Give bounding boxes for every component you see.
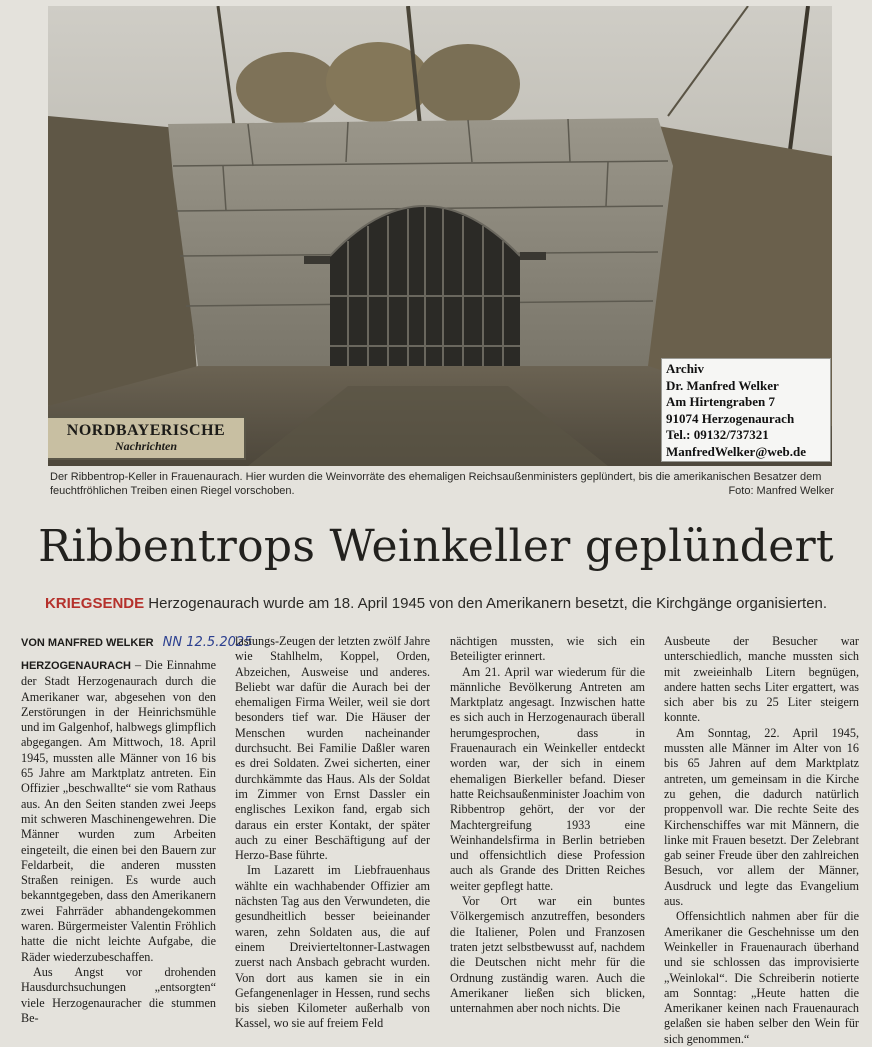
stamp-line: Am Hirtengraben 7 (666, 394, 776, 410)
stamp-line: Dr. Manfred Welker (666, 377, 779, 393)
handwritten-date-note: NN 12.5.2025 (162, 635, 253, 650)
paragraph-text: – Die Einnahme der Stadt Herzogenaurach durch die Amerikaner war, abgesehen von den Zerstörungen in der Heinrichsmühle und im Galgenhof, halbwegs glimpflich abgegangen. Am Mittwoch, 18. April 1945, mussten alle Männer von 16 bis 65 Jahre am Marktplatz antreten. Ein Offizier „beschwallte“ sie vom Rathaus aus. An den Seiten standen zwei Jeeps mit schweren Maschinengewehren. Die Männer wurden zum Arbeiten eingeteilt, die einen bei den Bauern zur Feldarbeit, die anderen mussten Straßen reinigen. Es wurde auch bekanntgegeben, dass den Amerikanern zwei Fahrräder abhandengekommen waren. Bürgermeister Valentin Fröhlich hatte die nicht leichte Aufgabe, die Räder wiederzubeschaffen. (21, 658, 216, 964)
author: VON MANFRED WELKER (21, 637, 154, 649)
paragraph: Vor Ort war ein buntes Völkergemisch anzutreffen, besonders die Italiener, Polen und Franzosen traten jetzt selbstbewusst auf, nachdem die Deutschen nicht mehr für die Ordnung zuständig waren. Auch die Amerikaner ließen sich blicken, unternahmen aber noch nichts. Die (450, 894, 645, 1016)
logo-line-1: NORDBAYERISCHE (66, 422, 226, 439)
subheadline-text: Herzogenaurach wurde am 18. April 1945 von den Amerikanern besetzt, die Kirchgänge organisierten. (148, 595, 828, 612)
stamp-line: ManfredWelker@web.de (666, 443, 807, 459)
cellar-photo (48, 6, 832, 466)
stamp-line: Tel.: 09132/737321 (666, 427, 769, 443)
article-column-4 (664, 634, 859, 1047)
newspaper-logo (48, 416, 246, 460)
dateline: HERZOGENAURACH (21, 660, 131, 672)
caption-text: Der Ribbentrop-Keller in Frauenaurach. Hier wurden die Weinvorräte des ehemaligen Reichsaußenministers geplündert, bis die amerikanischen Besatzer dem feuchtfröhlichen Treiben einen Riegel vorschoben. (50, 471, 822, 497)
article-column-1 (21, 634, 253, 1026)
paragraph: Aus Angst vor drohenden Hausdurchsuchungen „entsorgten“ viele Herzogenauracher die stummen Be- (21, 964, 216, 1025)
logo-line-2: Nachrichten (114, 439, 177, 453)
stamp-line: 91074 Herzogenaurach (666, 410, 795, 426)
paragraph: Ausbeute der Besucher war unterschiedlich, manche mussten sich mit zweieinhalb Litern begnügen, andere hatten sechs Liter ergattert, was sich aber bis zu 25 Liter steigern konnte. (664, 634, 859, 725)
paragraph: nächtigen mussten, wie sich ein Beteiligter erinnert. (450, 634, 645, 664)
photo-caption (50, 470, 834, 498)
paragraph: Am 21. April war wiederum für die männliche Bevölkerung Antreten am Marktplatz angesagt. Inzwischen hatte es sich auch in Herzogenaurach überall herumgesprochen, dass in Frauenaurach ein Weinkeller entdeckt worden war, der sich in einem ehemaligen Bierkeller befand. Dieser hatte Reichsaußenminister Joachim von Ribbentrop gehört, der vor der Machtergreifung 1933 eine Weinhandelsfirma in Berlin betrieben und offensichtlich diese Profession auch als Grande des Dritten Reiches weiter gepflegt hatte. (450, 664, 645, 893)
byline (21, 634, 253, 652)
stamp-line: Archiv (666, 361, 705, 376)
paragraph: Am Sonntag, 22. April 1945, mussten alle Männer im Alter von 16 bis 65 Jahren auf dem Marktplatz antreten, um gemeinsam in die Kirche zu gehen, die dadurch natürlich proppenvoll war. Die rechte Seite des Kirchenschiffes war mit Männern, die linke mit Frauen besetzt. Der Zelebrant gab seiner Freude über den zahlreichen Besuch, vor allem der Männer, Ausdruck und legte das Evangelium aus. (664, 725, 859, 909)
kicker: KRIEGSENDE (44, 595, 145, 612)
paragraph: Offensichtlich nahmen aber für die Amerikaner die Geschehnisse um den Weinkeller in Frauenaurach überhand und sie schlossen das improvisierte „Weinlokal“. Die Schreiberin notierte am Sonntag: „Heute hatten die Amerikaner keinen nach Frauenaurach gelaßen sie haben selber den Wein für sich genommen.“ (664, 909, 859, 1046)
headline: Ribbentrops Weinkeller geplündert (38, 521, 834, 572)
article-column-3 (450, 634, 645, 1016)
paragraph (21, 658, 216, 965)
paragraph: lastungs-Zeugen der letzten zwölf Jahre wie Stahlhelm, Koppel, Orden, Abzeichen, Ausweise und anderes. Beliebt war dafür die Aurach bei der ehemaligen Firma Weiler, weil sie dort besonders tief war. Die Häuser der Menschen wurden nacheinander durchsucht. Bei Familie Daßler waren es drei Soldaten. Zwei sicherten, einer durchkämmte das Haus. Als der Soldat im Zimmer von Ernst Dassler ein englisches Lexikon fand, ergab sich daraus ein erster Kontakt, der später auch zu einer Beschäftigung auf der Herzo-Base führte. (235, 634, 430, 863)
paragraph: Im Lazarett im Liebfrauenhaus wählte ein wachhabender Offizier am nächsten Tag aus den Verwundeten, die gesundheitlich besser beieinander waren, zehn Soldaten aus, die auf einem Dreivierteltonner-Lastwagen zuerst nach Ansbach gebracht wurden. Von dort aus kamen sie in ein Gefangenenlager in Hessen, rund sechs bis sieben Kilometer außerhalb von Kassel, wo sie auf freiem Feld (235, 863, 430, 1031)
archive-stamp (661, 358, 831, 462)
article-column-2 (235, 634, 430, 1032)
subheadline (0, 594, 872, 614)
photo-credit: Foto: Manfred Welker (728, 485, 834, 497)
